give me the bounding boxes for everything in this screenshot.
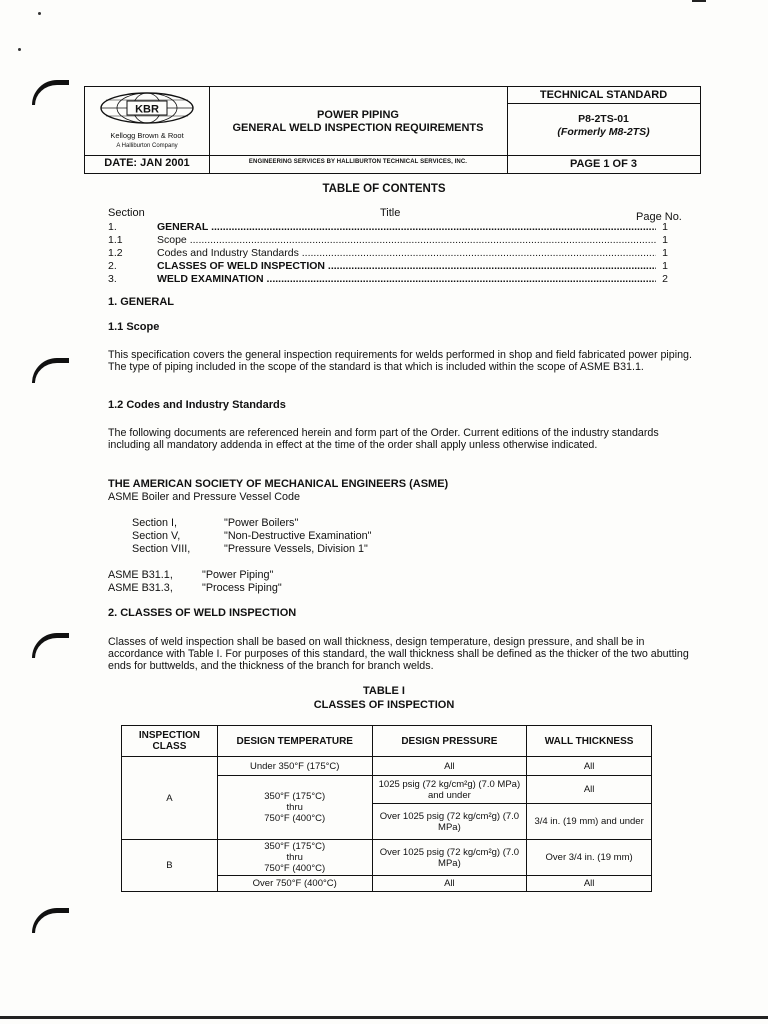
toc-entry-number: 1. — [108, 221, 117, 233]
scope-paragraph: This specification covers the general inspection requirements for welds performed in shop and field fabricated power piping. The type of piping included in the scope of the standard is that which is included within the scope of ASME B31.1. — [108, 349, 692, 373]
toc-entry-page: 1 — [662, 234, 668, 246]
toc-entry-page: 2 — [662, 273, 668, 285]
standard-label: TECHNICAL STANDARD — [539, 89, 668, 101]
header-inspection-class: INSPECTION CLASS — [122, 726, 218, 757]
bpvc-section-title: "Non-Destructive Examination" — [224, 530, 372, 542]
bottom-rule — [0, 1016, 768, 1019]
pressure-cell: All — [372, 757, 527, 776]
toc-entry[interactable] — [108, 221, 668, 234]
scan-edge-mark — [692, 0, 706, 2]
b31-code: ASME B31.3, — [108, 582, 173, 594]
toc-title: TABLE OF CONTENTS — [322, 183, 446, 195]
pressure-cell: 1025 psig (72 kg/cm²g) (7.0 MPa) and under — [372, 776, 527, 804]
title-line-2: GENERAL WELD INSPECTION REQUIREMENTS — [232, 122, 484, 134]
table-row — [122, 840, 652, 876]
bpvc-section: Section VIII, — [132, 543, 191, 555]
title-line-1: POWER PIPING — [317, 109, 399, 121]
bpvc-section-title: "Pressure Vessels, Division 1" — [224, 543, 368, 555]
scan-speck — [18, 48, 21, 51]
toc-entry[interactable] — [108, 234, 668, 247]
temperature-cell: Under 350°F (175°C) — [217, 757, 372, 776]
wall-thickness-cell: All — [527, 776, 652, 804]
scan-speck — [38, 12, 41, 15]
company-label: Kellogg Brown & Root — [110, 131, 184, 140]
toc-entry-page: 1 — [662, 221, 668, 233]
engineering-credit: ENGINEERING SERVICES BY HALLIBURTON TECHNICAL SERVICES, INC. — [248, 159, 468, 165]
company-name — [85, 131, 209, 151]
class-cell: B — [122, 840, 218, 892]
temperature-line: 750°F (400°C) — [264, 863, 326, 874]
former-number: (Formerly M8-2TS) — [557, 126, 650, 138]
temperature-line: 750°F (400°C) — [264, 813, 326, 824]
pressure-cell: All — [372, 876, 527, 892]
toc-col-title: Title — [380, 207, 401, 219]
document-date: DATE: JAN 2001 — [104, 157, 190, 169]
codes-paragraph: The following documents are referenced herein and form part of the Order. Current editions of the industry standards including all mandatory addenda in effect at the time of the order shall apply unless otherwise indicated. — [108, 427, 659, 451]
section-heading-scope: 1.1 Scope — [108, 321, 160, 333]
toc-entry-page: 1 — [662, 247, 668, 259]
asme-heading: THE AMERICAN SOCIETY OF MECHANICAL ENGINEERS (ASME) — [108, 478, 449, 490]
toc-entry[interactable] — [108, 260, 668, 273]
b31-title: "Process Piping" — [202, 582, 282, 594]
pressure-cell: Over 1025 psig (72 kg/cm²g) (7.0 MPa) — [372, 840, 527, 876]
company-sub-label: A Halliburton Company — [116, 143, 178, 149]
temperature-line: thru — [286, 852, 303, 863]
table-row — [122, 757, 652, 776]
toc-entry-label: Codes and Industry Standards ..... — [157, 247, 656, 260]
toc-col-section: Section — [108, 207, 145, 219]
wall-thickness-cell: All — [527, 757, 652, 776]
b31-title: "Power Piping" — [202, 569, 274, 581]
page-indicator: PAGE 1 OF 3 — [569, 158, 638, 170]
toc-entry-page: 1 — [662, 260, 668, 272]
inspection-classes-table — [121, 725, 652, 892]
document-number: P8-2TS-01 — [578, 113, 629, 125]
document-title — [209, 109, 507, 135]
toc-entry-label: CLASSES OF WELD INSPECTION ..... — [157, 260, 656, 273]
toc-entry-label: WELD EXAMINATION ..... — [157, 273, 656, 286]
logo-text: KBR — [135, 103, 159, 116]
wall-thickness-cell: Over 3/4 in. (19 mm) — [527, 840, 652, 876]
pressure-cell: Over 1025 psig (72 kg/cm²g) (7.0 MPa) — [372, 804, 527, 840]
class-cell: A — [122, 757, 218, 840]
toc-entry[interactable] — [108, 247, 668, 260]
section-heading-codes: 1.2 Codes and Industry Standards — [108, 399, 286, 411]
temperature-cell: Over 750°F (400°C) — [217, 876, 372, 892]
toc-entry-label: GENERAL ..... — [157, 221, 656, 234]
wall-thickness-cell: 3/4 in. (19 mm) and under — [527, 804, 652, 840]
temperature-cell — [217, 840, 372, 876]
header-design-temperature: DESIGN TEMPERATURE — [217, 726, 372, 757]
toc-entry-number: 1.2 — [108, 247, 123, 259]
toc-entry-number: 1.1 — [108, 234, 123, 246]
bpvc-section-title: "Power Boilers" — [224, 517, 299, 529]
bpvc-section: Section I, — [132, 517, 178, 529]
temperature-line: 350°F (175°C) — [264, 841, 326, 852]
section-heading-general: 1. GENERAL — [108, 296, 175, 308]
b31-code: ASME B31.1, — [108, 569, 173, 581]
kbr-logo — [97, 91, 197, 125]
binder-hole-mark — [32, 358, 69, 383]
table-number: TABLE I — [363, 685, 405, 697]
binder-hole-mark — [32, 80, 69, 105]
header-design-pressure: DESIGN PRESSURE — [372, 726, 527, 757]
document-number-block — [507, 113, 700, 139]
header-wall-thickness: WALL THICKNESS — [527, 726, 652, 757]
section-heading-classes: 2. CLASSES OF WELD INSPECTION — [108, 607, 297, 619]
classes-paragraph: Classes of weld inspection shall be based on wall thickness, design temperature, design pressure, and shall be in accordance with Table I. For purposes of this standard, the wall thickness shall be defined as the thicker of the two abutting ends for buttwelds, and the thickness of the branch for branch welds. — [108, 636, 689, 672]
temperature-line: thru — [286, 802, 303, 813]
document-header — [84, 86, 701, 174]
temperature-line: 350°F (175°C) — [264, 791, 326, 802]
bpvc-section: Section V, — [132, 530, 181, 542]
binder-hole-mark — [32, 633, 69, 658]
toc-entry-number: 3. — [108, 273, 117, 285]
toc-entry-label: Scope ..... — [157, 234, 656, 247]
toc-entry[interactable] — [108, 273, 668, 286]
table-header-row — [122, 726, 652, 757]
toc-entry-number: 2. — [108, 260, 117, 272]
binder-hole-mark — [32, 908, 69, 933]
wall-thickness-cell: All — [527, 876, 652, 892]
toc-col-page: Page No. — [636, 211, 682, 223]
table-title: CLASSES OF INSPECTION — [313, 699, 455, 711]
asme-subheading: ASME Boiler and Pressure Vessel Code — [108, 491, 301, 503]
temperature-cell — [217, 776, 372, 840]
